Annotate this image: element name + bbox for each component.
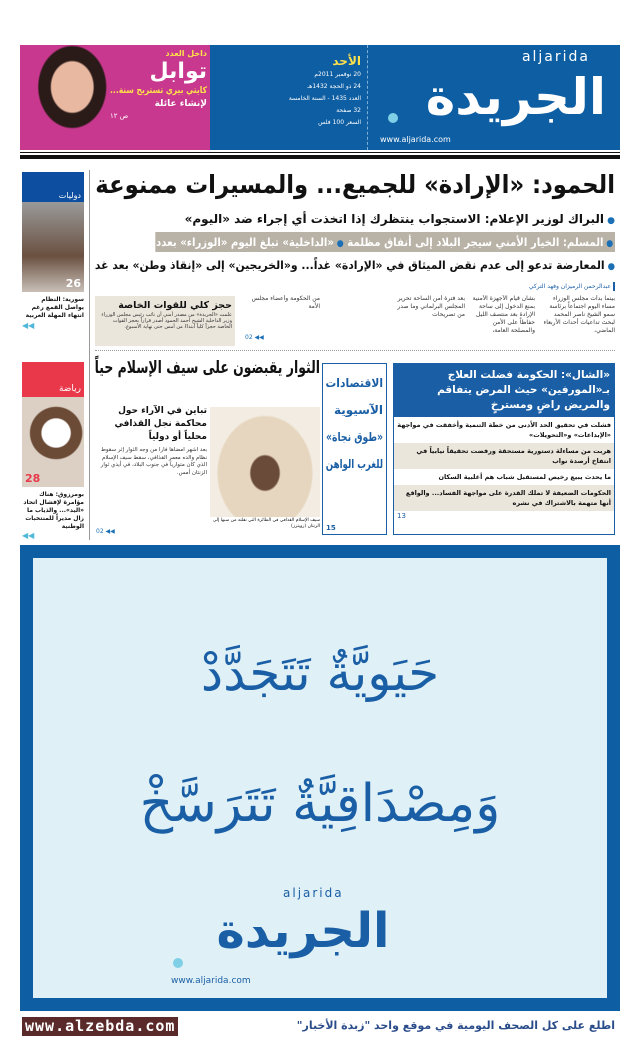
libya-body: بعد أشهر أمضاها فاراً من وجه الثوار إثر سقوط نظام والده معمر القذافي، سقط سيف الإسلام الذي كان متوارياً في جنوب البلاد، في أيدي ثوار الزنتان أمس.	[100, 447, 207, 476]
promo-inside: داخل العدد	[165, 49, 207, 58]
house-ad[interactable]	[20, 545, 620, 1011]
box-asia[interactable]: الاقتصادات الآسيوية «طوق نجاة» للغرب الواهن 15	[322, 363, 387, 535]
more-arrow-icon[interactable]: ◀◀	[22, 531, 35, 540]
masthead-rule	[20, 155, 620, 159]
lead-bullet: ● المسلم: الخيار الأمني سيجر البلاد إلى أنفاق مظلمة	[347, 235, 613, 249]
box-shal[interactable]	[393, 363, 615, 535]
lead-bullet: ● البراك لوزير الإعلام: الاستجواب ينتظرك إذا اتخذت أي إجراء ضد «اليوم»	[95, 210, 615, 230]
body-column: من الحكومة وأعضاء مجلس الأمة	[251, 295, 320, 310]
logo-dot	[388, 113, 398, 123]
sidebar-caption[interactable]: سورية: النظام يواصل القمع رغم انتهاء المهلة العربية	[25, 296, 84, 319]
promo-headline: كايتي بيري تستريح سنة...	[110, 86, 207, 96]
byline: عبدالرحمن الرميزان وفهد التركي	[460, 282, 615, 291]
issue-number: العدد 1435 - السنة الخامسة	[288, 95, 361, 102]
ad-slogan-1: حَيَويَّةٌ تَتَجَدَّدْ	[200, 644, 440, 702]
sidebar-story[interactable]	[20, 491, 84, 541]
day: الأحد	[332, 54, 361, 68]
promo-page: ص ١٢	[110, 112, 129, 120]
ad-slogan-2: وَمِصْدَاقِيَّةٌ تَتَرَسَّخْ	[139, 774, 501, 834]
page-number: 15	[326, 524, 336, 532]
body-column: بشأن قيام الأجهزة الأمنية بمنع الدخول إلى ساحة الإرادة بعد منتصف الليل حفاظاً على الأمن والمصلحة العامة،	[472, 295, 535, 334]
logo-dot	[173, 958, 183, 968]
promo-section: توابل	[149, 59, 207, 84]
promo-photo	[20, 45, 115, 150]
sidebar-section-header[interactable]	[22, 172, 84, 202]
page-number: 28	[25, 472, 41, 485]
date-gregorian: 20 نوفمبر 2011م	[314, 71, 361, 78]
page-count: 32 صفحة	[336, 107, 361, 114]
logo-latin: aljarida	[521, 49, 590, 65]
ad-logo: الجريدة	[216, 903, 390, 959]
logo-arabic: الجريدة	[425, 68, 606, 126]
jump-page[interactable]: 02 ◀◀	[245, 334, 264, 341]
box-row: ما يحدث يبيع رخيص لمستقبل شباب هم أغلبية السكان	[438, 473, 611, 481]
logo-url[interactable]: www.aljarida.com	[380, 135, 451, 144]
box-body: علمت «الجريدة» من مصدر أمني أن نائب رئيس مجلس الوزراء وزير الداخلية الشيخ أحمد الحمود أصدر قراراً بحجز القوات الخاصة حجزاً كلياً ابتداءً من أمس حتى نهاية الأسبوع.	[101, 312, 232, 330]
sidebar-caption[interactable]: بومرزوق: هناك مؤامرة لإفشال اتحاد «اليد»... والذياب ما زال مديراً للمنتخبات الوطنية	[23, 491, 84, 530]
lead-headline[interactable]: الحمود: «الإرادة» للجميع... والمسيرات ممنوعة	[95, 170, 615, 199]
jump-page[interactable]: 02 ◀◀	[96, 528, 115, 535]
section-label: رياضة	[58, 384, 81, 394]
box-row: فشلت في تحقيق الحد الأدنى من خطة التنمية وأخفقت في مواجهة «الإبداعات» و«التحويلات»	[397, 421, 611, 439]
libya-subheadline: تباين في الآراء حول محاكمة نجل القذافي محلياً أو دولياً	[114, 406, 207, 442]
page-number: 13	[397, 512, 406, 520]
ad-logo-latin: aljarida	[283, 886, 344, 900]
date-hijri: 24 ذو الحجة 1432هـ	[307, 83, 361, 90]
box-title: حجز كلي للقوات الخاصة	[118, 300, 232, 311]
libya-headline[interactable]: الثوار يقبضون على سيف الإسلام حياً	[94, 358, 320, 378]
page-number: 26	[65, 277, 81, 290]
sidebar-section-header[interactable]	[22, 362, 84, 397]
lead-bullet: ● المعارضة تدعو إلى عدم نقض الميثاق في «الإرادة» غداً... و«الخريجين» إلى «إنقاذ وطن» بعد غد	[125, 256, 615, 276]
sidebar-photo[interactable]	[22, 202, 84, 292]
box-row: هربت من مساءلة دستورية مستحقة ورفضت تحقيقاً نيابياً في انتفاخ أرصدة نواب	[394, 443, 614, 469]
photo-caption: سيف الإسلام القذافي في الطائرة التي نقلته من سبها إلى الزنتان (رويترز)	[212, 518, 320, 529]
libya-text	[95, 405, 207, 477]
issue-info	[210, 45, 368, 150]
promo-sub: لإنشاء عائلة	[154, 99, 207, 109]
more-arrow-icon[interactable]: ◀◀	[22, 321, 35, 330]
footer-site-link[interactable]: www.alzebda.com	[22, 1017, 178, 1036]
libya-photo[interactable]	[210, 407, 320, 517]
sidebar-photo[interactable]	[22, 397, 84, 487]
box-special-forces[interactable]	[95, 296, 235, 346]
price: السعر 100 فلس	[318, 119, 361, 126]
box-headline: «الشال»: الحكومة فضلت العلاج بـ«المورفين» حيث المرض يتفاقم والمريض راضٍ ومسترخٍ	[394, 364, 614, 417]
box-row: الحكومات الضعيفة لا تملك القدرة على مواجهة الفساد... والواقع أنها متهمة بالاشتراك في نشره	[394, 485, 614, 511]
body-column: بينما بدأت مجلس الوزراء مساء اليوم اجتماعاً برئاسة سمو الشيخ ناصر المحمد لبحث تداعيات أحداث الأربعاء الماضي،	[543, 295, 615, 334]
sidebar-story[interactable]	[20, 296, 84, 332]
promo-text[interactable]	[110, 48, 207, 121]
footer-text: اطلع على كل الصحف اليومية في موقع واحد "زبدة الأخبار"	[296, 1019, 615, 1032]
body-column: بعد فترة أمن الساحة تحرير المجلس البرلماني وما صدر من تصريحات	[397, 295, 465, 318]
masthead-logo[interactable]	[368, 45, 620, 150]
ad-url[interactable]: www.aljarida.com	[171, 976, 251, 986]
lead-bullet: ● «الداخلية» تبلغ اليوم «الوزراء» بعدد المضبوطين	[95, 235, 344, 249]
section-label: دوليات	[58, 191, 81, 200]
lead-bullet-band	[94, 232, 615, 252]
